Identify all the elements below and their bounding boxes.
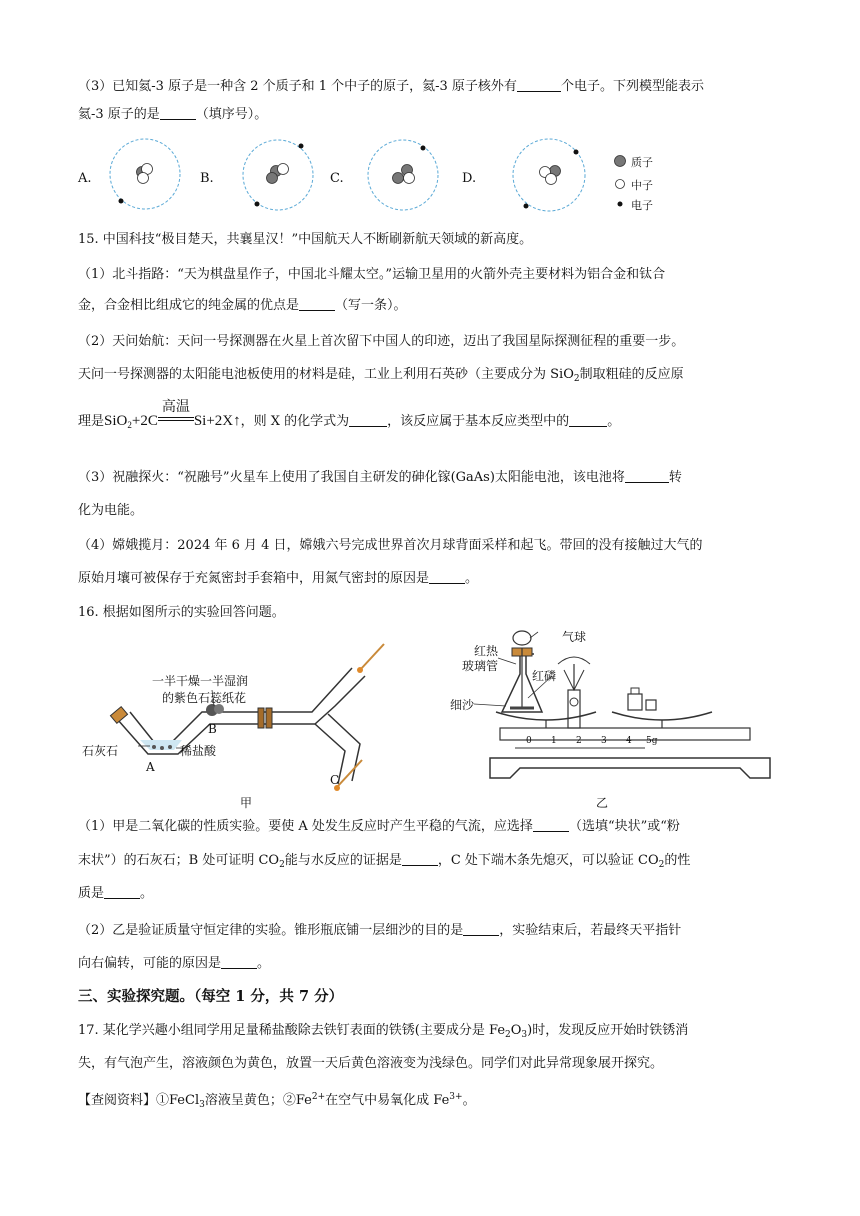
label-flower-line1: 一半干燥一半湿润 — [152, 674, 249, 688]
scale-tick: 1 — [551, 736, 557, 746]
q15-p2-line2: 天问一号探测器的太阳能电池板使用的材料是硅，工业上利用石英砂（主要成分为 SiO$_2$制取粗硅的反应原 — [78, 367, 684, 384]
label-limestone: 石灰石 — [82, 744, 119, 758]
label-b: B — [208, 722, 217, 736]
q16-title: 16. 根据如图所示的实验回答问题。 — [78, 605, 285, 620]
q15-p4-line1: （4）嫦娥揽月：2024 年 6 月 4 日，嫦娥六号完成世界首次月球背面采样和起飞。带回的没有接触过大气的 — [78, 538, 703, 553]
answer-blank[interactable] — [221, 955, 257, 969]
equals-sign — [158, 417, 194, 421]
option-d-label: D. — [462, 171, 477, 186]
answer-blank[interactable] — [463, 922, 499, 936]
q14-3-line2: 氦-3 原子的是 （填序号）。 — [78, 107, 268, 122]
option-b-label: B. — [200, 171, 214, 186]
q17-line3: 【查阅资料】①FeCl$_3$溶液呈黄色；$②Fe^{2+}$在空气中易氧化成 $Fe^{3+}$。 — [78, 1092, 476, 1110]
q15-title: 15. 中国科技“极目楚天，共襄星汉！”中国航天人不断刷新航天领域的新高度。 — [78, 232, 533, 247]
answer-blank[interactable] — [517, 78, 561, 92]
scale-tick: 2 — [576, 736, 582, 746]
q15-p3-line2: 化为电能。 — [78, 503, 144, 518]
chemical-equation: SiO$_2$+2C 高温 Si+2X↑ — [104, 400, 241, 430]
option-a-label: A. — [78, 171, 92, 186]
q15-p2-line1: （2）天问始航：天问一号探测器在火星上首次留下中国人的印迹，迈出了我国星际探测征程的重要一步。 — [78, 334, 685, 349]
label-red-hot: 红热 — [474, 644, 499, 658]
answer-blank[interactable] — [349, 413, 387, 427]
q15-p1-line2: 金，合金相比组成它的纯金属的优点是 （写一条）。 — [78, 298, 407, 313]
q16-p1-line3: 质是 。 — [78, 886, 154, 901]
answer-blank[interactable] — [569, 413, 607, 427]
reaction-condition: 高温 — [158, 417, 194, 425]
legend-neutron-label: 中子 — [631, 179, 653, 192]
label-c: C — [330, 773, 340, 787]
option-c-label: C. — [330, 171, 344, 186]
co2-apparatus-diagram — [90, 636, 430, 816]
atom-legend — [615, 156, 626, 207]
answer-blank[interactable] — [625, 469, 669, 483]
answer-blank[interactable] — [429, 570, 465, 584]
scale-tick: 3 — [601, 736, 607, 746]
scale-tick: 0 — [526, 736, 532, 746]
q15-p1-line1: （1）北斗指路：“天为棋盘星作子，中国北斗耀太空。”运输卫星用的火箭外壳主要材料为铝合金和钛合 — [78, 267, 666, 282]
label-a: A — [146, 760, 155, 774]
label-balloon: 气球 — [562, 630, 587, 644]
atom-models-figure — [0, 134, 860, 218]
label-flower-line2: 的紫色石蕊纸花 — [162, 691, 247, 705]
q17-line1: 17. 某化学兴趣小组同学用足量稀盐酸除去铁钉表面的铁锈(主要成分是 $Fe_2O_3$)时，发现反应开始时铁锈消 — [78, 1023, 689, 1040]
scale-tick: 5g — [646, 736, 658, 746]
answer-blank[interactable] — [402, 852, 438, 866]
answer-blank[interactable] — [299, 297, 335, 311]
legend-proton-label: 质子 — [631, 156, 653, 169]
q15-p3-line1: （3）祝融探火：“祝融号”火星车上使用了我国自主研发的砷化镓(GaAs)太阳能电池，该电池将 转 — [78, 470, 682, 485]
answer-blank[interactable] — [533, 818, 569, 832]
q16-p1-line2: 末状”）的石灰石；B 处可证明 $CO_2$能与水反应的证据是 ，C 处下端木条先熄灭，可以验证 $CO_2$的性 — [78, 853, 691, 870]
legend-electron-label: 电子 — [631, 199, 653, 212]
label-fine-sand: 细沙 — [450, 698, 475, 712]
scale-tick: 4 — [626, 736, 632, 746]
section-3-title: 三、实验探究题。（每空 1 分，共 7 分） — [78, 988, 344, 1005]
atom-model-c — [368, 140, 438, 210]
atom-model-d — [513, 139, 585, 211]
caption-jia: 甲 — [240, 796, 253, 810]
q16-p2-line2: 向右偏转，可能的原因是 。 — [78, 956, 271, 971]
q15-p4-line2: 原始月壤可被保存于充氮密封手套箱中，用氮气密封的原因是 。 — [78, 571, 479, 586]
q16-p1-line1: （1）甲是二氧化碳的性质实验。要使 A 处发生反应时产生平稳的气流，应选择 （选填“块状”或“粉 — [78, 819, 680, 834]
caption-yi: 乙 — [596, 796, 609, 810]
label-red-phosphorus: 红磷 — [532, 669, 557, 683]
answer-blank[interactable] — [104, 885, 140, 899]
label-dilute-hcl: 稀盐酸 — [180, 744, 217, 758]
q14-3-line1: （3）已知氦-3 原子是一种含 2 个质子和 1 个中子的原子，氦-3 原子核外有 个电子。下列模型能表示 — [78, 79, 704, 94]
q17-line2: 失，有气泡产生，溶液颜色为黄色，放置一天后黄色溶液变为浅绿色。同学们对此异常现象展开探究。 — [78, 1056, 664, 1071]
answer-blank[interactable] — [160, 106, 196, 120]
q16-p2-line1: （2）乙是验证质量守恒定律的实验。锥形瓶底铺一层细沙的目的是 ，实验结束后，若最终天平指针 — [78, 923, 682, 938]
atom-model-b — [243, 140, 313, 210]
q15-p2-line3: 理是SiO$_2$+2C 高温 Si+2X↑，则 X 的化学式为 ，该反应属于基本反应类型中的 。 — [78, 400, 621, 430]
label-glass-tube: 玻璃管 — [462, 659, 499, 673]
atom-model-a — [110, 139, 180, 209]
